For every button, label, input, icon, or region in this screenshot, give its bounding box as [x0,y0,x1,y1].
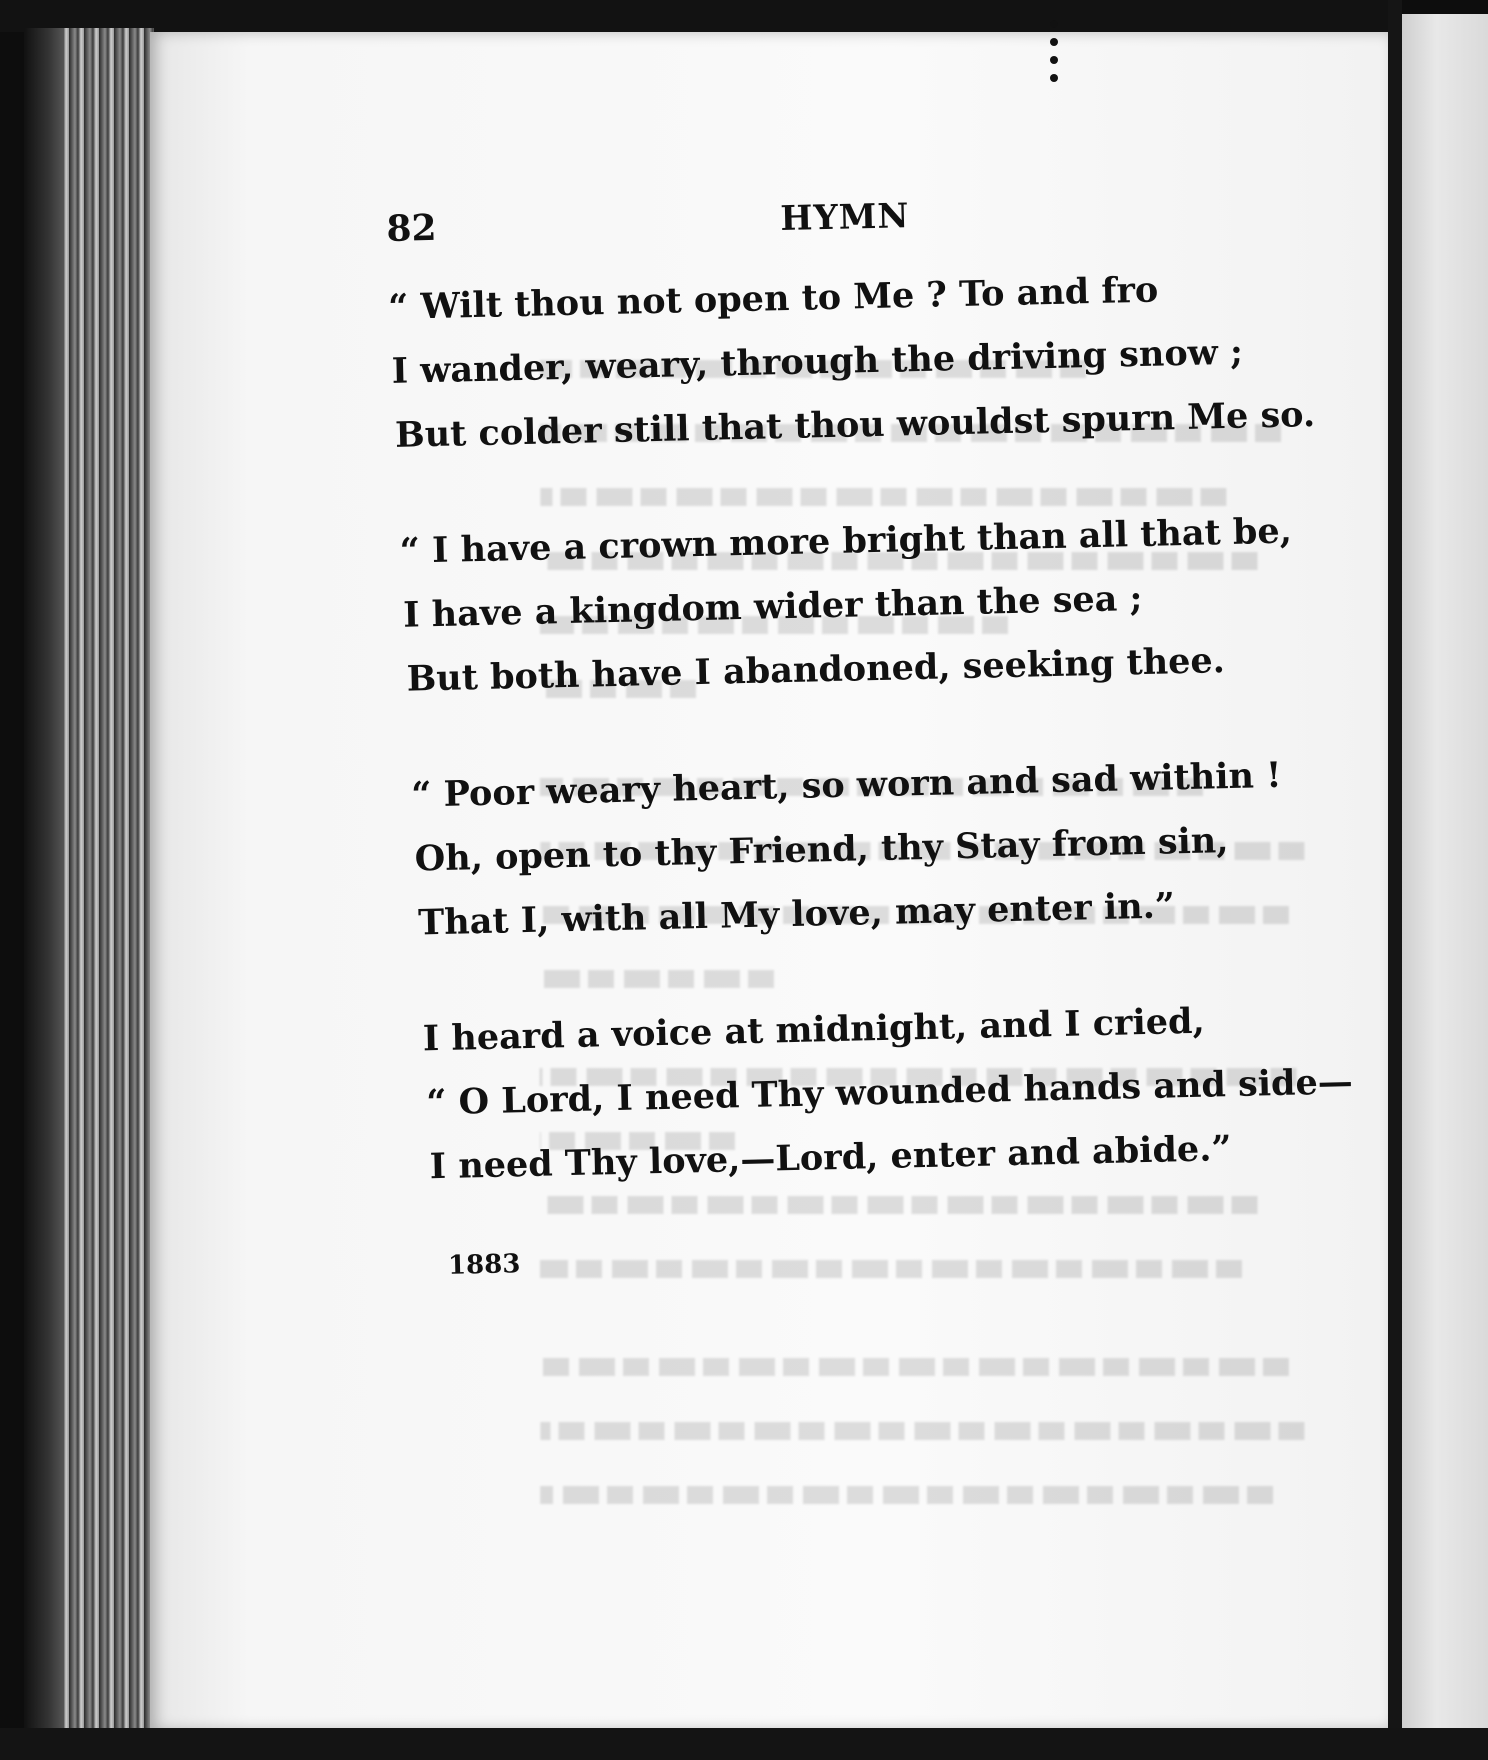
stanza-1 [388,254,1352,468]
composition-date: 1883 [447,1249,521,1281]
page-gutter [1388,0,1402,1760]
running-title: HYMN [779,196,910,240]
page-number: 82 [386,206,438,250]
verse-line: “ Poor weary heart, so worn and sad within ! [410,754,1282,816]
scan-bottom-border [0,1728,1488,1760]
perforation-dot [1050,38,1058,46]
verse-line: But both have I abandoned, seeking thee. [406,640,1226,700]
verse-line: Oh, open to thy Friend, thy Stay from sin, [414,820,1229,880]
perforation-dot [1050,20,1058,28]
stanza-2 [393,498,1357,712]
page-content [386,186,1370,1282]
verse-line: I heard a voice at midnight, and I cried, [422,1000,1206,1060]
verse-line: I wander, weary, through the driving snow ; [391,331,1244,392]
verse-line: That I, with all My love, may enter in.” [417,885,1176,944]
verse-line: I have a kingdom wider than the sea ; [402,577,1143,636]
verse-line: I need Thy love,—Lord, enter and abide.” [429,1128,1232,1188]
verse-line: But colder still that thou wouldst spurn Me so. [394,393,1316,456]
verse-line: “ Wilt thou not open to Me ? To and fro [387,269,1159,328]
stanza-4 [404,986,1368,1200]
perforation-dot [1050,56,1058,64]
scan-top-border [0,0,1388,32]
verse-line: “ O Lord, I need Thy wounded hands and side— [425,1061,1354,1124]
perforation-dot [1050,74,1058,82]
verse-line: “ I have a crown more bright than all that be, [399,510,1293,572]
stanza-3 [399,742,1363,956]
perforation-marks [1048,20,1060,106]
adjacent-page-edge [1402,14,1488,1746]
book-spine [24,28,64,1728]
